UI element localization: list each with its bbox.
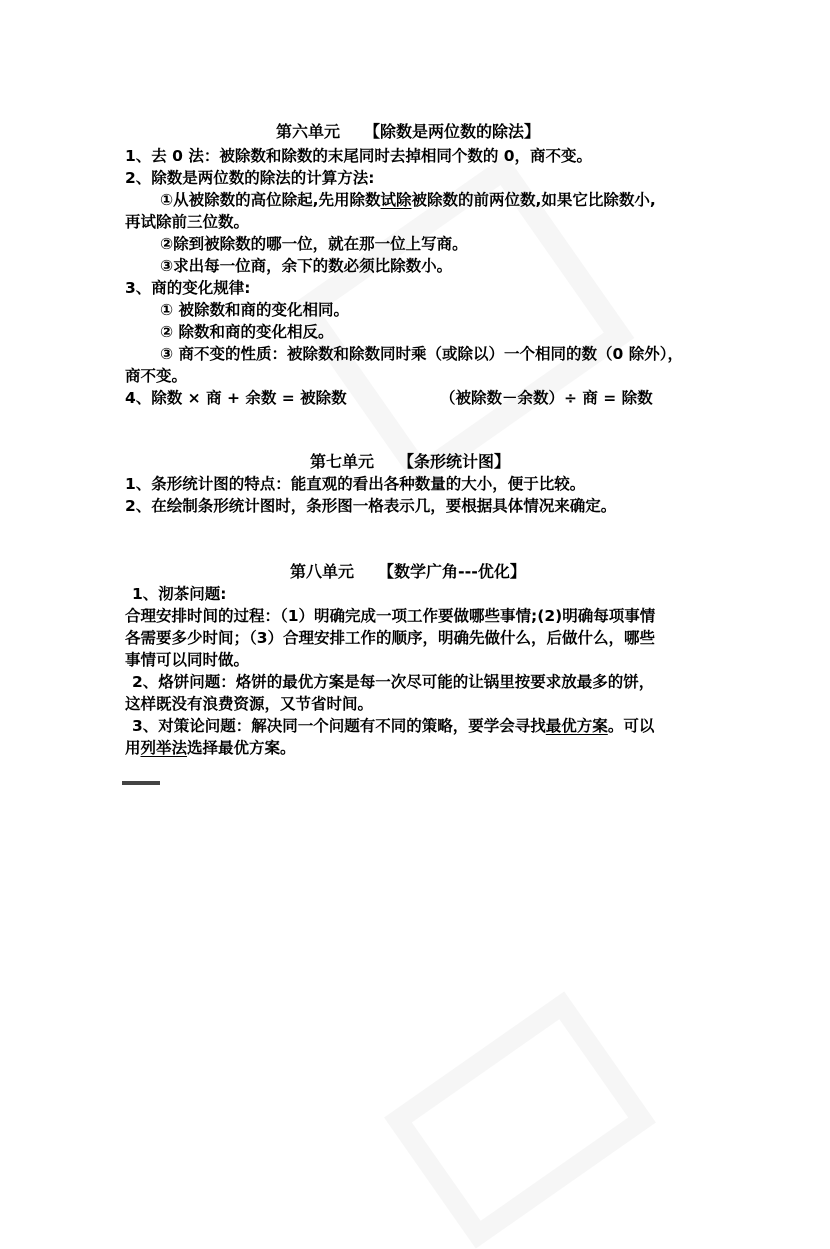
- unit8-line: [132, 715, 654, 737]
- unit7-line: 1、条形统计图的特点：能直观的看出各种数量的大小，便于比较。: [125, 475, 586, 493]
- text: 被除数的前两位数,如果它比除数小,: [411, 191, 656, 209]
- unit8-title: 第八单元 【数学广角---优化】: [290, 562, 526, 581]
- unit6-line: ③求出每一位商，余下的数必须比除数小。: [160, 257, 453, 275]
- unit6-line: ②除到被除数的哪一位，就在那一位上写商。: [160, 235, 468, 253]
- unit7-title: 第七单元 【条形统计图】: [310, 452, 511, 471]
- unit6-title: 第六单元 【除数是两位数的除法】: [276, 122, 541, 141]
- decorative-dash: [122, 781, 160, 785]
- unit6-line: 1、去 0 法：被除数和除数的末尾同时去掉相同个数的 0，商不变。: [125, 147, 593, 165]
- text: 。可以: [607, 717, 655, 735]
- unit8-line: 这样既没有浪费资源，又节省时间。: [125, 695, 374, 713]
- unit6-formula-2: （被除数－余数）÷ 商 = 除数: [440, 389, 653, 407]
- unit6-line: 再试除前三位数。: [125, 213, 250, 231]
- unit8-line: 各需要多少时间；（3）合理安排工作的顺序，明确先做什么，后做什么，哪些: [125, 629, 656, 647]
- unit6-line: 2、除数是两位数的除法的计算方法:: [125, 169, 375, 187]
- unit7-line: 2、在绘制条形统计图时，条形图一格表示几，要根据具体情况来确定。: [125, 497, 617, 515]
- text: ①从被除数的高位除起,先用除数: [160, 191, 381, 209]
- text: 用: [125, 739, 141, 757]
- underlined-term: 列举法: [140, 739, 188, 757]
- unit8-line: 事情可以同时做。: [125, 651, 250, 669]
- unit6-line: ① 被除数和商的变化相同。: [160, 301, 350, 319]
- unit8-line: 2、烙饼问题：烙饼的最优方案是每一次尽可能的让锅里按要求放最多的饼，: [132, 673, 655, 691]
- underlined-term: 最优方案: [545, 717, 608, 735]
- unit6-line: [160, 189, 656, 211]
- unit8-line: 合理安排时间的过程：（1）明确完成一项工作要做哪些事情;(2)明确每项事情: [125, 607, 656, 625]
- underlined-term: 试除: [380, 191, 412, 209]
- unit6-line: ② 除数和商的变化相反。: [160, 323, 334, 341]
- unit8-line: [125, 737, 296, 759]
- unit6-line: 商不变。: [125, 367, 188, 385]
- unit6-line: ③ 商不变的性质：被除数和除数同时乘（或除以）一个相同的数（0 除外），: [160, 345, 683, 363]
- text: 选择最优方案。: [187, 739, 296, 757]
- unit6-line: 3、商的变化规律:: [125, 279, 251, 297]
- unit8-line: 1、沏茶问题:: [132, 585, 227, 603]
- text: 3、对策论问题：解决同一个问题有不同的策略，要学会寻找: [132, 717, 546, 735]
- watermark: [384, 991, 656, 1248]
- unit6-formula-1: 4、除数 × 商 + 余数 = 被除数: [125, 389, 347, 407]
